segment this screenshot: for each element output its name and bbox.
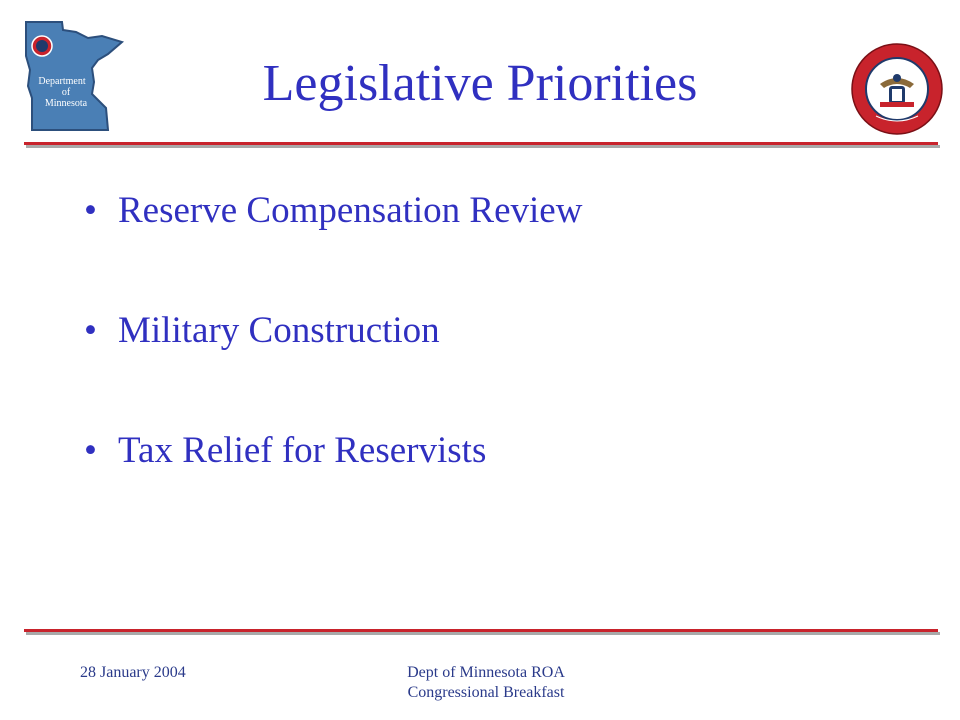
roa-seal-icon	[850, 42, 944, 136]
bullet-text: Reserve Compensation Review	[118, 190, 583, 231]
rule-shadow-line	[26, 145, 940, 148]
map-logo-line-2: of	[61, 87, 71, 98]
footer-divider-rule	[24, 629, 938, 635]
roa-seal-logo	[850, 42, 944, 136]
minnesota-map-logo	[22, 20, 126, 132]
bullet-dot: •	[84, 310, 97, 351]
rule-shadow-line	[26, 632, 940, 635]
minnesota-map-icon	[22, 20, 126, 132]
map-logo-line-3: Minnesota	[44, 98, 88, 109]
map-logo-line-1: Department	[38, 76, 86, 87]
bullet-text: Tax Relief for Reservists	[118, 430, 487, 471]
title-divider-rule	[24, 142, 938, 148]
footer-organization	[386, 663, 586, 703]
slide-title: Legislative Priorities	[262, 55, 698, 112]
footer-date: 28 January 2004	[80, 664, 186, 681]
bullet-dot: •	[84, 190, 97, 231]
footer-org-line-1: Dept of Minnesota ROA	[407, 664, 565, 681]
bullet-dot: •	[84, 430, 97, 471]
bullet-text: Military Construction	[118, 310, 440, 351]
footer-org-line-2: Congressional Breakfast	[407, 684, 565, 701]
